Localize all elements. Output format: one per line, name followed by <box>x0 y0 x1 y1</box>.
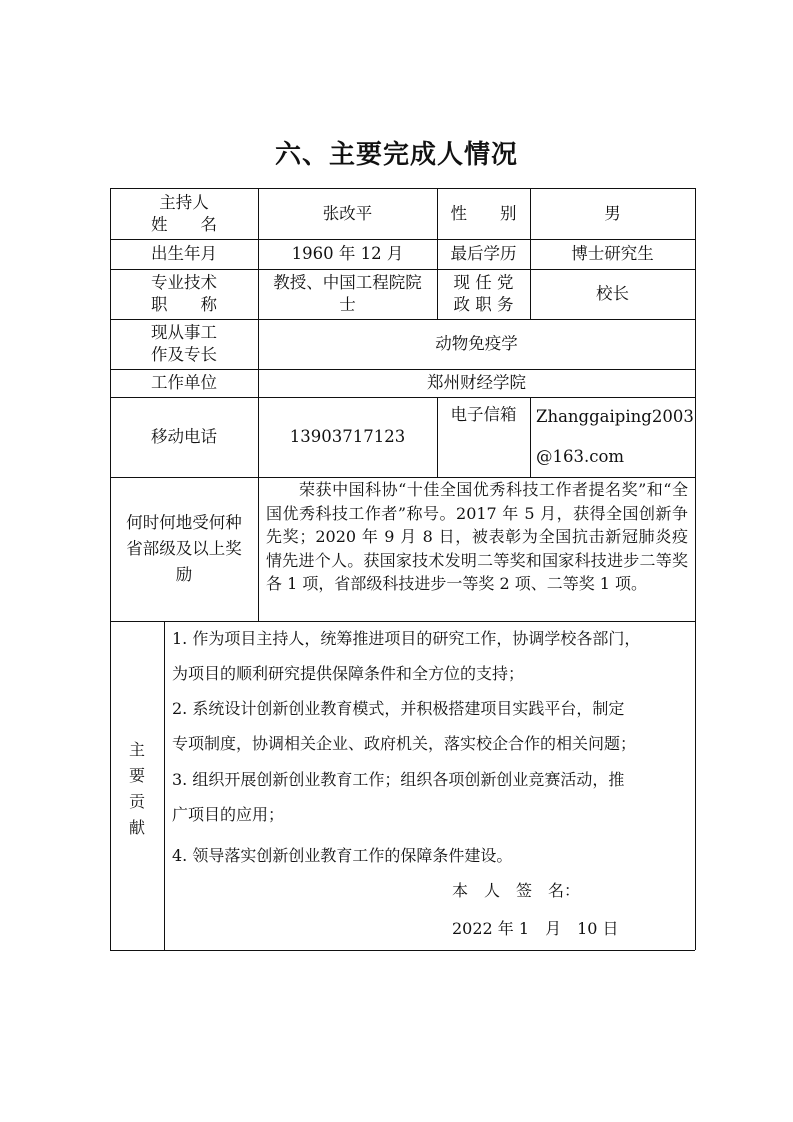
contribution-label-char: 贡 <box>128 792 145 811</box>
signature-label: 本 人 签 名： <box>452 881 581 900</box>
host-label-line2: 姓 名 <box>151 214 217 234</box>
email-value <box>536 397 692 477</box>
table-border-right <box>695 188 696 950</box>
page-title: 六、主要完成人情况 <box>274 140 518 170</box>
host-name-label <box>110 188 258 239</box>
contribution-line: 2. 系统设计创新创业教育模式，并积极搭建项目实践平台，制定 <box>172 699 625 718</box>
mobile-value: 13903717123 <box>289 427 406 447</box>
contribution-line: 3. 组织开展创新创业教育工作；组织各项创新创业竞赛活动，推 <box>172 770 625 789</box>
birth-label: 出生年月 <box>151 244 217 264</box>
email-label: 电子信箱 <box>450 405 517 425</box>
contribution-line: 4. 领导落实创新创业教育工作的保障条件建设。 <box>172 846 513 865</box>
party-post-label-line1: 现 任 党 <box>453 273 514 292</box>
professional-title-value-line2: 士 <box>339 295 356 314</box>
column-divider <box>164 621 165 950</box>
awards-label-line3: 励 <box>175 565 193 584</box>
professional-title-value-line1: 教授、中国工程院院 <box>273 273 422 292</box>
host-label-line1: 主持人 <box>159 192 209 212</box>
awards-label-line2: 省部级及以上奖 <box>126 539 242 558</box>
contribution-line: 为项目的顺利研究提供保障条件和全方位的支持； <box>172 664 525 683</box>
work-unit-label: 工作单位 <box>151 373 217 393</box>
party-post-label-line2: 政 职 务 <box>453 295 514 314</box>
contribution-text <box>172 621 692 950</box>
host-name-value: 张改平 <box>322 203 373 223</box>
specialty-value: 动物免疫学 <box>435 334 518 354</box>
education-value: 博士研究生 <box>571 244 654 264</box>
table-border-bottom <box>110 950 695 951</box>
contribution-label-char: 主 <box>128 740 145 759</box>
specialty-label <box>110 319 258 369</box>
party-post-label <box>437 269 530 319</box>
email-value-line1: Zhanggaiping2003 <box>536 407 694 426</box>
awards-text: 荣获中国科协“十佳全国优秀科技工作者提名奖”和“全国优秀科技工作者”称号。2017 年 5 月，获得全国创新争先奖；2020 年 9 月 8 日，被表彰为全国抗击新冠肺炎疫情先进个人。获国家技术发明二等奖和国家科技进步二等奖各 1 项，省部级科技进步一等奖 2 项、二等奖 1 项。 <box>266 480 688 593</box>
contribution-label <box>110 621 164 950</box>
contribution-line: 专项制度，协调相关企业、政府机关，落实校企合作的相关问题； <box>172 734 637 753</box>
professional-title-value <box>258 269 437 319</box>
signature-date: 2022 年 1 月 10 日 <box>452 919 619 938</box>
contribution-label-char: 要 <box>128 766 145 785</box>
mobile-label: 移动电话 <box>151 427 217 447</box>
awards-label <box>114 477 254 621</box>
contribution-label-char: 献 <box>128 818 145 837</box>
gender-label: 性 别 <box>450 203 517 223</box>
specialty-label-line1: 现从事工 <box>151 323 217 342</box>
professional-title-label-line1: 专业技术 <box>151 273 217 292</box>
gender-value: 男 <box>604 203 621 223</box>
party-post-value: 校长 <box>596 284 629 304</box>
professional-title-label <box>110 269 258 319</box>
birth-value: 1960 年 12 月 <box>291 244 404 264</box>
work-unit-value: 郑州财经学院 <box>427 373 526 393</box>
contribution-line: 广项目的应用； <box>172 805 285 824</box>
contribution-line: 1. 作为项目主持人，统筹推进项目的研究工作，协调学校各部门， <box>172 629 641 648</box>
professional-title-label-line2: 职 称 <box>151 295 217 314</box>
column-divider <box>530 397 531 477</box>
email-value-line2: @163.com <box>536 447 625 466</box>
awards-label-line1: 何时何地受何种 <box>126 513 242 532</box>
education-label: 最后学历 <box>450 244 517 264</box>
specialty-label-line2: 作及专长 <box>151 345 217 364</box>
